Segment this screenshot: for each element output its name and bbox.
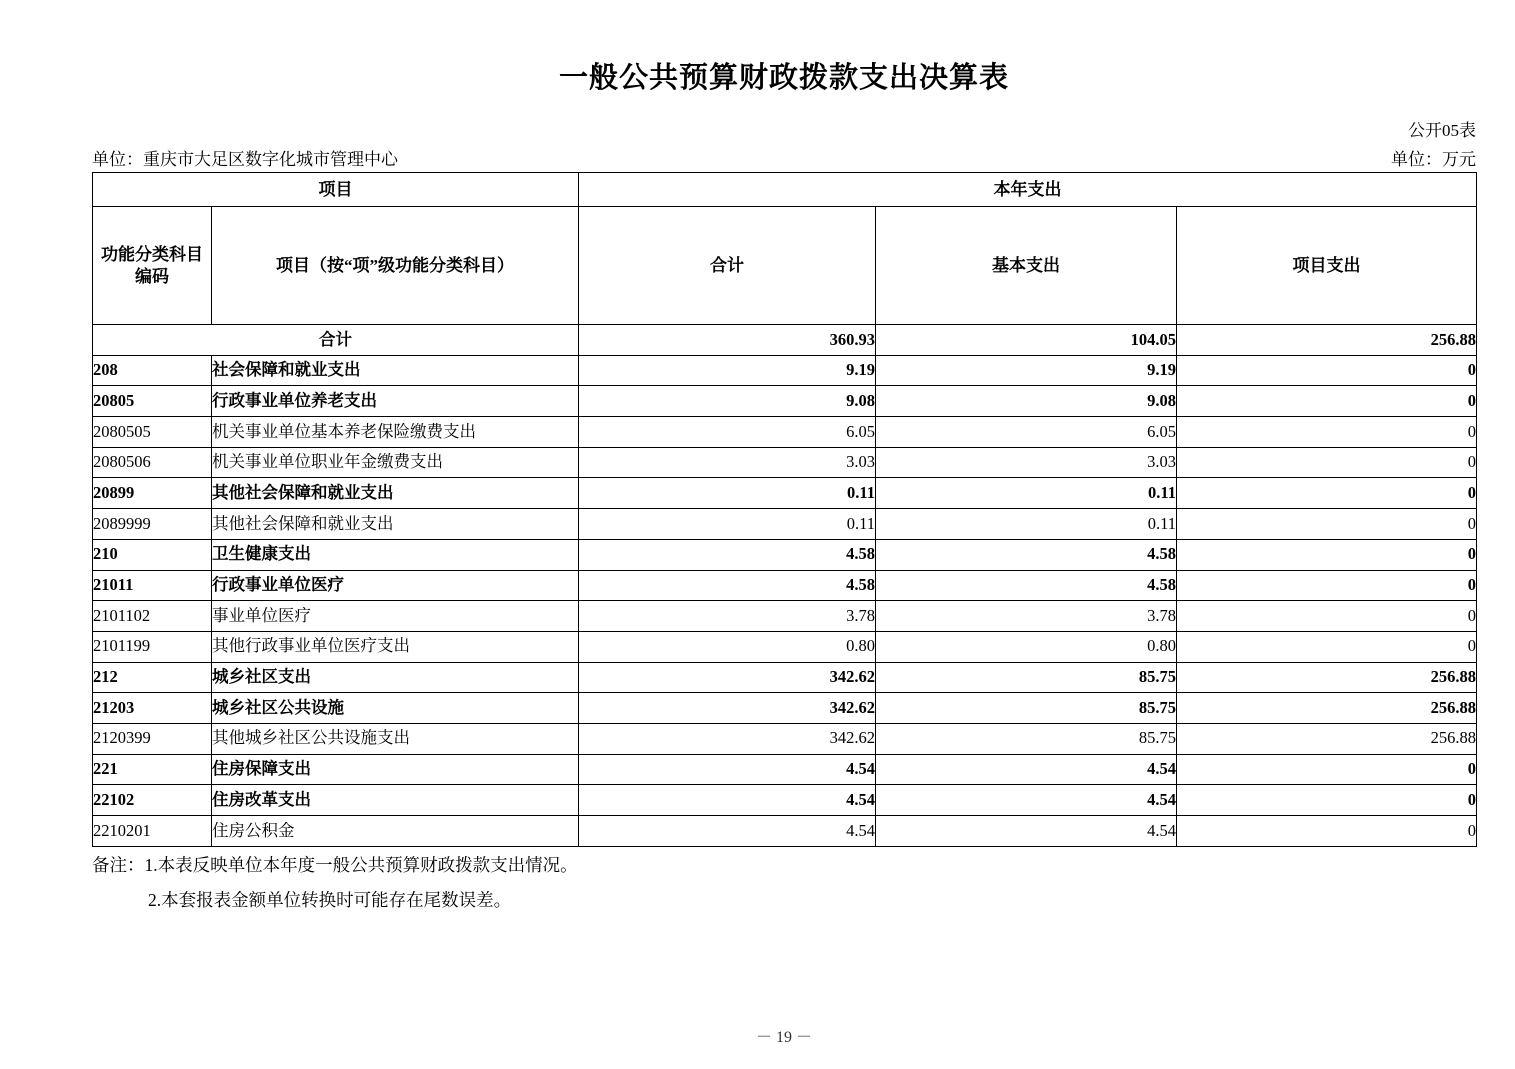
project-cell: 0: [1177, 355, 1477, 386]
code-cell: 20899: [93, 478, 212, 509]
basic-cell: 9.08: [876, 386, 1177, 417]
code-cell: 2080506: [93, 447, 212, 478]
total-cell: 4.54: [579, 754, 876, 785]
total-cell: 9.08: [579, 386, 876, 417]
table-row: [93, 662, 1477, 693]
item-cell: 机关事业单位基本养老保险缴费支出: [212, 417, 579, 448]
basic-cell: 0.80: [876, 631, 1177, 662]
basic-cell: 4.54: [876, 816, 1177, 847]
project-cell: 0: [1177, 417, 1477, 448]
form-number-label: 公开05表: [1408, 121, 1476, 140]
table-row: [93, 478, 1477, 509]
table-row: [93, 355, 1477, 386]
total-cell: 4.54: [579, 785, 876, 816]
table-row: [93, 539, 1477, 570]
item-cell: 城乡社区公共设施: [212, 693, 579, 724]
item-cell: 行政事业单位医疗: [212, 570, 579, 601]
footnote-line-2: 2.本套报表金额单位转换时可能存在尾数误差。: [148, 890, 512, 910]
item-cell: 其他行政事业单位医疗支出: [212, 631, 579, 662]
item-cell: 住房改革支出: [212, 785, 579, 816]
project-cell: 256.88: [1177, 723, 1477, 754]
project-cell: 0: [1177, 785, 1477, 816]
header-code-line1: 功能分类科目: [101, 245, 203, 265]
item-cell: 住房公积金: [212, 816, 579, 847]
table-row: [93, 386, 1477, 417]
item-cell: 其他社会保障和就业支出: [212, 478, 579, 509]
code-cell: 22102: [93, 785, 212, 816]
project-cell: 0: [1177, 816, 1477, 847]
total-cell: 3.03: [579, 447, 876, 478]
table-row: [93, 754, 1477, 785]
expenditure-table: [92, 172, 1477, 847]
basic-cell: 4.58: [876, 570, 1177, 601]
total-cell: 3.78: [579, 601, 876, 632]
basic-cell: 85.75: [876, 662, 1177, 693]
unit-name-label: 单位：重庆市大足区数字化城市管理中心: [92, 150, 398, 169]
header-group-row: [93, 173, 1477, 207]
table-row: [93, 417, 1477, 448]
code-cell: 21011: [93, 570, 212, 601]
total-cell: 342.62: [579, 693, 876, 724]
table-row: [93, 509, 1477, 540]
basic-cell: 3.03: [876, 447, 1177, 478]
footnotes: [92, 848, 1476, 918]
table-row: [93, 693, 1477, 724]
code-cell: 2120399: [93, 723, 212, 754]
basic-cell: 85.75: [876, 693, 1177, 724]
code-cell: 2101102: [93, 601, 212, 632]
item-cell: 其他城乡社区公共设施支出: [212, 723, 579, 754]
item-cell: 社会保障和就业支出: [212, 355, 579, 386]
basic-cell: 4.54: [876, 785, 1177, 816]
header-columns-row: [93, 207, 1477, 325]
item-cell: 机关事业单位职业年金缴费支出: [212, 447, 579, 478]
code-cell: 208: [93, 355, 212, 386]
project-cell: 0: [1177, 601, 1477, 632]
unit-row: [92, 145, 1476, 170]
total-project-cell: 256.88: [1177, 325, 1477, 356]
project-cell: 0: [1177, 478, 1477, 509]
header-group-project: 项目: [93, 173, 579, 207]
table-row: [93, 723, 1477, 754]
header-item-column: 项目（按“项”级功能分类科目）: [212, 207, 579, 325]
table-row: [93, 785, 1477, 816]
code-cell: 221: [93, 754, 212, 785]
item-cell: 住房保障支出: [212, 754, 579, 785]
item-cell: 城乡社区支出: [212, 662, 579, 693]
table-row: [93, 816, 1477, 847]
total-cell: 4.58: [579, 539, 876, 570]
basic-cell: 4.54: [876, 754, 1177, 785]
project-cell: 256.88: [1177, 693, 1477, 724]
total-cell: 0.11: [579, 478, 876, 509]
basic-cell: 0.11: [876, 509, 1177, 540]
code-cell: 21203: [93, 693, 212, 724]
total-cell: 4.54: [579, 816, 876, 847]
header-project-column: 项目支出: [1177, 207, 1477, 325]
total-label-cell: 合计: [93, 325, 579, 356]
basic-cell: 85.75: [876, 723, 1177, 754]
page-title: 一般公共预算财政拨款支出决算表: [558, 62, 1009, 94]
project-cell: 0: [1177, 509, 1477, 540]
total-row: [93, 325, 1477, 356]
basic-cell: 6.05: [876, 417, 1177, 448]
code-cell: 2101199: [93, 631, 212, 662]
table-row: [93, 570, 1477, 601]
project-cell: 0: [1177, 754, 1477, 785]
item-cell: 事业单位医疗: [212, 601, 579, 632]
code-cell: 2089999: [93, 509, 212, 540]
code-cell: 210: [93, 539, 212, 570]
total-cell: 0.11: [579, 509, 876, 540]
total-cell: 342.62: [579, 723, 876, 754]
code-cell: 212: [93, 662, 212, 693]
header-code-line2: 编码: [135, 266, 169, 286]
project-cell: 0: [1177, 570, 1477, 601]
form-number-row: [92, 116, 1476, 141]
code-cell: 2210201: [93, 816, 212, 847]
basic-cell: 9.19: [876, 355, 1177, 386]
code-cell: 20805: [93, 386, 212, 417]
table-row: [93, 447, 1477, 478]
total-cell: 0.80: [579, 631, 876, 662]
header-total-column: 合计: [579, 207, 876, 325]
total-cell: 9.19: [579, 355, 876, 386]
table-row: [93, 601, 1477, 632]
item-cell: 行政事业单位养老支出: [212, 386, 579, 417]
item-cell: 卫生健康支出: [212, 539, 579, 570]
total-cell: 4.58: [579, 570, 876, 601]
page-number: － 19 －: [755, 1029, 812, 1046]
basic-cell: 4.58: [876, 539, 1177, 570]
project-cell: 0: [1177, 447, 1477, 478]
table-row: [93, 631, 1477, 662]
project-cell: 0: [1177, 631, 1477, 662]
project-cell: 0: [1177, 539, 1477, 570]
total-cell: 6.05: [579, 417, 876, 448]
project-cell: 0: [1177, 386, 1477, 417]
total-basic-cell: 104.05: [876, 325, 1177, 356]
footnote-line-1: 备注：1.本表反映单位本年度一般公共预算财政拨款支出情况。: [92, 855, 578, 875]
unit-of-measure-label: 单位：万元: [1391, 150, 1476, 169]
header-group-current-year: 本年支出: [579, 173, 1477, 207]
header-code-column: [93, 207, 212, 325]
basic-cell: 0.11: [876, 478, 1177, 509]
project-cell: 256.88: [1177, 662, 1477, 693]
header-basic-column: 基本支出: [876, 207, 1177, 325]
item-cell: 其他社会保障和就业支出: [212, 509, 579, 540]
basic-cell: 3.78: [876, 601, 1177, 632]
code-cell: 2080505: [93, 417, 212, 448]
total-sum-cell: 360.93: [579, 325, 876, 356]
total-cell: 342.62: [579, 662, 876, 693]
